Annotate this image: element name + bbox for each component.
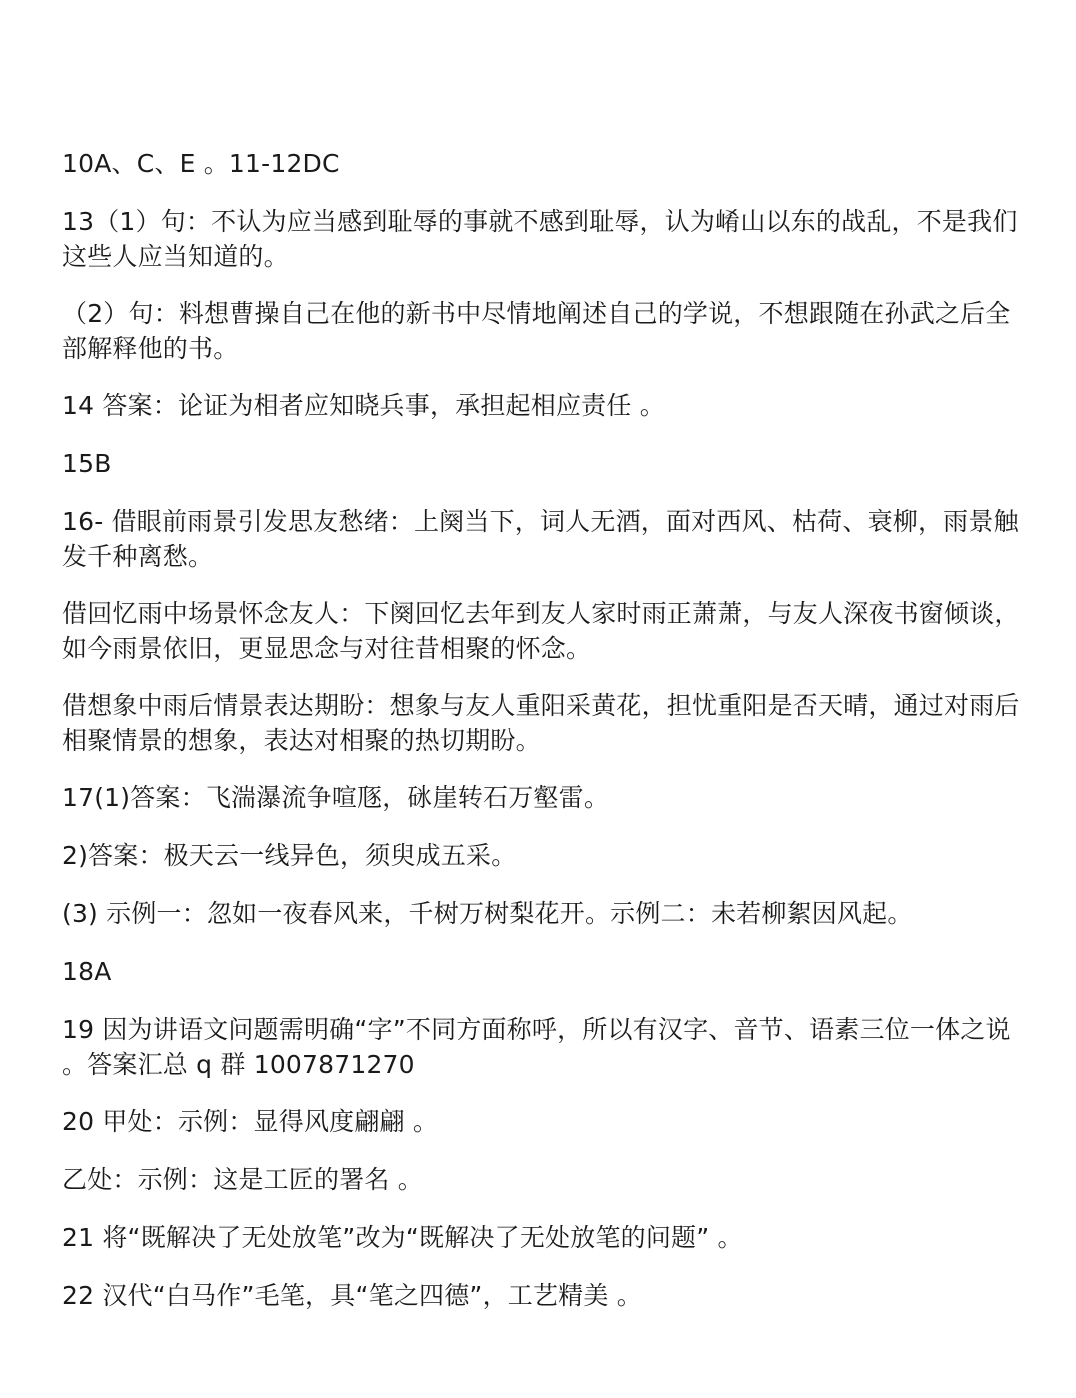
answer-13-2: （2）句：料想曹操自己在他的新书中尽情地阐述自己的学说，不想跟随在孙武之后全部解释他的书。 bbox=[62, 299, 1011, 363]
answer-17-1: 17(1)答案：飞湍瀑流争喧豗，砯崖转石万壑雷。 bbox=[62, 783, 610, 812]
answer-18: 18A bbox=[62, 957, 112, 986]
answer-17-2: 2)答案：极天云一线异色，须臾成五采。 bbox=[62, 841, 517, 870]
answer-22: 22 汉代“白马作”毛笔，具“笔之四德”，工艺精美 。 bbox=[62, 1281, 642, 1310]
answer-10-12: 10A、C、E 。11-12DC bbox=[62, 149, 340, 178]
answer-text-body bbox=[62, 146, 1022, 1336]
answer-20-jia: 20 甲处：示例：显得风度翩翩 。 bbox=[62, 1107, 439, 1136]
answer-15: 15B bbox=[62, 449, 112, 478]
answer-20-yi: 乙处：示例：这是工匠的署名 。 bbox=[62, 1165, 423, 1194]
answer-21: 21 将“既解决了无处放笔”改为“既解决了无处放笔的问题” 。 bbox=[62, 1223, 743, 1252]
answer-19: 19 因为讲语文问题需明确“字”不同方面称呼，所以有汉字、音节、语素三位一体之说 。答案汇总 q 群 1007871270 bbox=[62, 1015, 1019, 1079]
answer-16-part1: 16- 借眼前雨景引发思友愁绪：上阕当下，词人无酒，面对西风、枯荷、衰柳，雨景触发千种离愁。 bbox=[62, 507, 1019, 571]
answer-16-part3: 借想象中雨后情景表达期盼：想象与友人重阳采黄花，担忧重阳是否天晴，通过对雨后相聚情景的想象，表达对相聚的热切期盼。 bbox=[62, 691, 1020, 755]
answer-16-part2: 借回忆雨中场景怀念友人：下阕回忆去年到友人家时雨正萧萧，与友人深夜书窗倾谈，如今雨景依旧，更显思念与对往昔相聚的怀念。 bbox=[62, 599, 1020, 663]
answer-14: 14 答案：论证为相者应知晓兵事，承担起相应责任 。 bbox=[62, 391, 665, 420]
answer-13-1: 13（1）句：不认为应当感到耻辱的事就不感到耻辱，认为崤山以东的战乱，不是我们这些人应当知道的。 bbox=[62, 207, 1018, 271]
answer-17-3: (3) 示例一：忽如一夜春风来，千树万树梨花开。示例二：未若柳絮因风起。 bbox=[62, 899, 913, 928]
